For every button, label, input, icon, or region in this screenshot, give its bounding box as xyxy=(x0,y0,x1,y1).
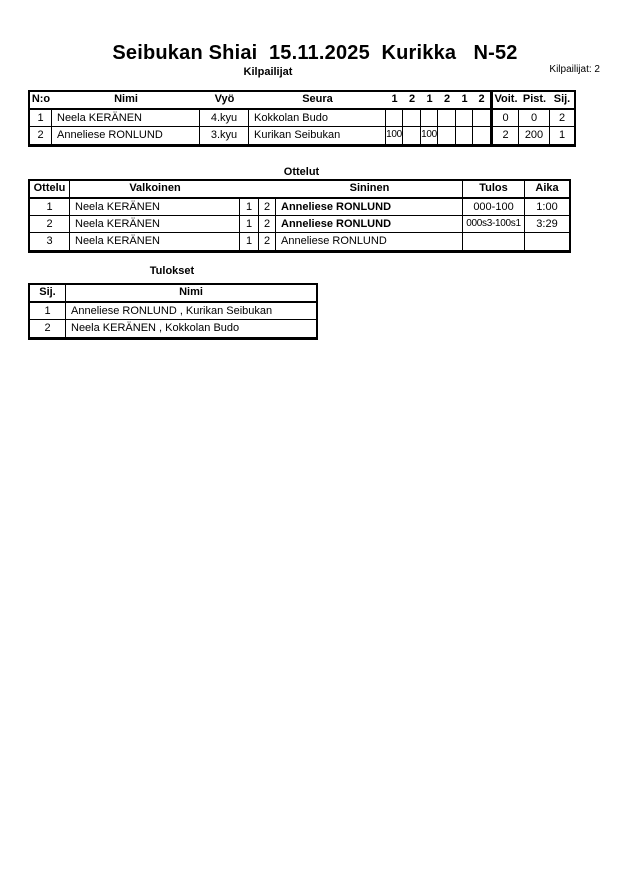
cell-nimi: Neela KERÄNEN xyxy=(52,110,200,127)
col-header-nimi: Nimi xyxy=(66,285,316,303)
col-header-valkoinen-sininen xyxy=(70,181,463,199)
cell-score xyxy=(403,127,421,144)
cell-valkoinen: Neela KERÄNEN xyxy=(70,199,240,216)
cell-valkoinen: Neela KERÄNEN xyxy=(70,233,240,250)
cell-white-number: 1 xyxy=(240,233,259,250)
cell-blue-number: 2 xyxy=(259,199,276,216)
table-tulokset xyxy=(28,283,318,340)
cell-score xyxy=(421,110,438,127)
cell-voit: 0 xyxy=(490,110,519,127)
col-header-score-5: 1 xyxy=(456,92,473,110)
cell-aika: 1:00 xyxy=(525,199,569,216)
cell-vyo: 4.kyu xyxy=(200,110,249,127)
table-ottelut xyxy=(28,179,571,253)
cell-aika xyxy=(525,233,569,250)
col-header-score-6: 2 xyxy=(473,92,490,110)
col-header-score-3: 1 xyxy=(421,92,438,110)
cell-white-number: 1 xyxy=(240,199,259,216)
col-header-vyo: Vyö xyxy=(200,92,249,110)
col-header-valkoinen: Valkoinen xyxy=(129,182,181,194)
cell-no: 2 xyxy=(30,127,52,144)
cell-seura: Kurikan Seibukan xyxy=(249,127,386,144)
col-header-tulos: Tulos xyxy=(463,181,525,199)
cell-score xyxy=(456,127,473,144)
col-header-score-2: 2 xyxy=(403,92,421,110)
cell-score xyxy=(403,110,421,127)
cell-nimi: Neela KERÄNEN , Kokkolan Budo xyxy=(71,322,240,334)
col-header-sij: Sij. xyxy=(30,285,66,303)
cell-no: 1 xyxy=(30,110,52,127)
col-header-score-4: 2 xyxy=(438,92,456,110)
cell-ottelu: 3 xyxy=(30,233,70,250)
cell-nimi: Anneliese RONLUND xyxy=(52,127,200,144)
cell-nimi: Anneliese RONLUND , Kurikan Seibukan xyxy=(66,303,316,320)
cell-score xyxy=(473,110,490,127)
cell-white-number: 1 xyxy=(240,216,259,233)
cell-sij: 2 xyxy=(550,110,574,127)
cell-ottelu: 2 xyxy=(30,216,70,233)
cell-aika: 3:29 xyxy=(525,216,569,233)
cell-sininen-winner: Anneliese RONLUND xyxy=(276,199,463,216)
competitor-count-label: Kilpailijat: 2 xyxy=(549,64,600,75)
cell-score xyxy=(438,110,456,127)
col-header-voit: Voit. xyxy=(490,92,519,110)
col-header-nimi: Nimi xyxy=(52,92,200,110)
cell-score xyxy=(386,110,403,127)
cell-vyo: 3.kyu xyxy=(200,127,249,144)
cell-blue-number: 2 xyxy=(259,216,276,233)
cell-sij: 1 xyxy=(30,303,66,320)
cell-tulos: 000s3-100s1 xyxy=(463,216,525,233)
table-kilpailijat xyxy=(28,90,576,147)
col-header-ottelu: Ottelu xyxy=(30,181,70,199)
cell-score xyxy=(438,127,456,144)
cell-ottelu: 1 xyxy=(30,199,70,216)
cell-tulos xyxy=(463,233,525,250)
section-title-kilpailijat: Kilpailijat xyxy=(243,66,293,78)
cell-score: 100 xyxy=(386,127,403,144)
cell-sininen-winner: Anneliese RONLUND xyxy=(276,216,463,233)
col-header-pist: Pist. xyxy=(519,92,550,110)
cell-pist: 200 xyxy=(519,127,550,144)
cell-score: 100 xyxy=(421,127,438,144)
section-title-tulokset: Tulokset xyxy=(149,265,195,277)
cell-blue-number: 2 xyxy=(259,233,276,250)
section-title-ottelut: Ottelut xyxy=(283,166,320,178)
col-header-score-1: 1 xyxy=(386,92,403,110)
cell-voit: 2 xyxy=(490,127,519,144)
cell-sininen: Anneliese RONLUND xyxy=(276,233,463,250)
cell-sij: 1 xyxy=(558,129,566,141)
col-header-sij: Sij. xyxy=(550,92,574,110)
cell-pist: 0 xyxy=(519,110,550,127)
cell-sij: 2 xyxy=(30,320,66,337)
cell-valkoinen: Neela KERÄNEN xyxy=(70,216,240,233)
col-header-no: N:o xyxy=(30,92,52,110)
page-title: Seibukan Shiai 15.11.2025 Kurikka N-52 xyxy=(112,42,518,64)
cell-score xyxy=(456,110,473,127)
col-header-seura: Seura xyxy=(249,92,386,110)
col-header-sininen: Sininen xyxy=(349,182,390,194)
cell-tulos: 000-100 xyxy=(463,199,525,216)
cell-score xyxy=(473,127,490,144)
col-header-aika: Aika xyxy=(525,181,569,199)
cell-seura: Kokkolan Budo xyxy=(249,110,386,127)
